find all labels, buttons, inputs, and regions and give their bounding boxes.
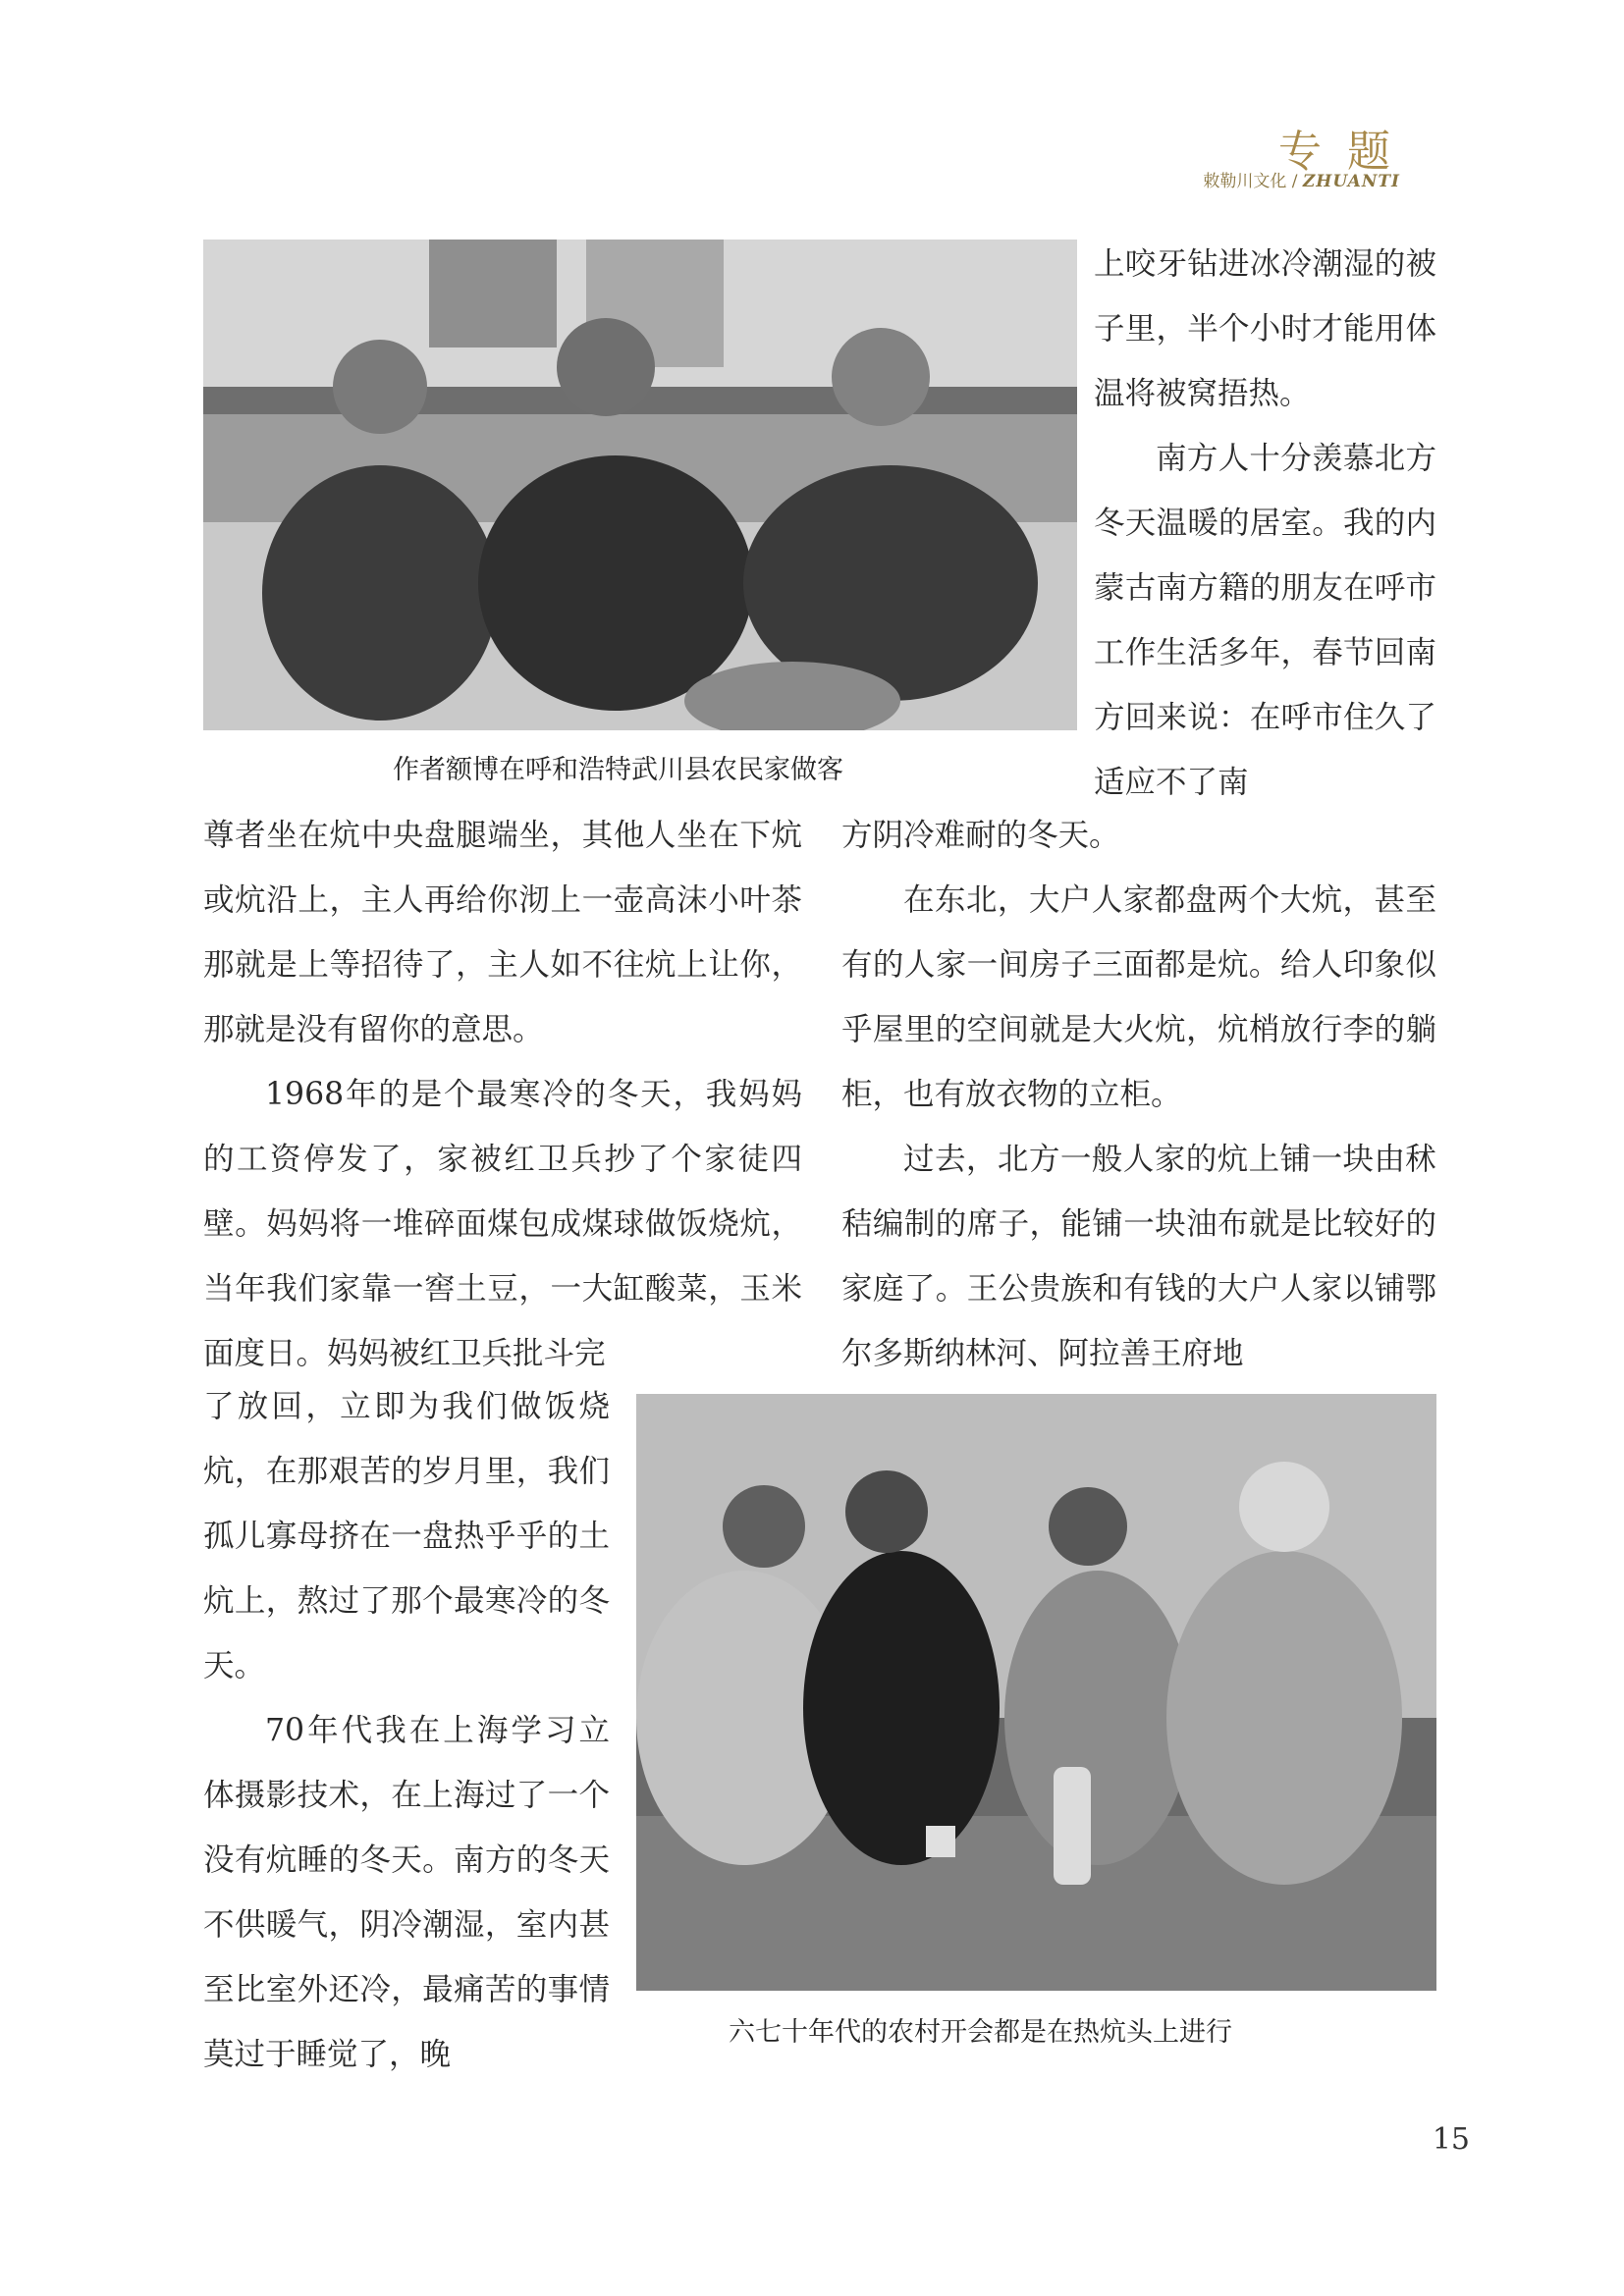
text-right-top <box>1094 232 1436 815</box>
paragraph: 南方人十分羡慕北方冬天温暖的居室。我的内蒙古南方籍的朋友在呼市工作生活多年，春节回南方回来说：在呼市住久了适应不了南 <box>1094 441 1436 800</box>
paragraph: 上咬牙钻进冰冷潮湿的被子里，半个小时才能用体温将被窝捂热。 <box>1094 246 1436 411</box>
paragraph: 1968年的是个最寒冷的冬天，我妈妈的工资停发了，家被红卫兵抄了个家徒四壁。妈妈将一堆碎面煤包成煤球做饭烧炕，当年我们家靠一窖土豆，一大缸酸菜，玉米面度日。妈妈被红卫兵批斗完 <box>203 1077 802 1371</box>
paragraph: 70年代我在上海学习立体摄影技术，在上海过了一个没有炕睡的冬天。南方的冬天不供暖气，阴冷潮湿，室内甚至比室外还冷，最痛苦的事情莫过于睡觉了，晚 <box>203 1713 610 2072</box>
brand-cn: 敕勒川文化 <box>1203 172 1287 191</box>
paragraph: 过去，北方一般人家的炕上铺一块由秫秸编制的席子，能铺一块油布就是比较好的家庭了。王公贵族和有钱的大户人家以铺鄂尔多斯纳林河、阿拉善王府地 <box>841 1142 1436 1371</box>
paragraph: 方阴冷难耐的冬天。 <box>841 818 1120 853</box>
photo-farmhouse-visit <box>203 240 1077 730</box>
photo-village-meeting <box>636 1394 1436 1991</box>
photo2-caption: 六七十年代的农村开会都是在热炕头上进行 <box>729 2017 1232 2048</box>
paragraph: 了放回，立即为我们做饭烧炕，在那艰苦的岁月里，我们孤儿寡母挤在一盘热乎乎的土炕上，熬过了那个最寒冷的冬天。 <box>203 1389 610 1683</box>
text-left-mid <box>203 803 802 1386</box>
brand-line <box>1203 167 1400 191</box>
text-right-mid <box>841 803 1436 1386</box>
brand-separator: / <box>1291 172 1298 191</box>
text-left-bottom <box>203 1374 610 2087</box>
brand-en: ZHUANTI <box>1302 172 1400 191</box>
photo1-caption: 作者额博在呼和浩特武川县农民家做客 <box>393 755 843 785</box>
page-number: 15 <box>1432 2122 1470 2157</box>
section-title: 专题 <box>1278 127 1416 177</box>
paragraph: 在东北，大户人家都盘两个大炕，甚至有的人家一间房子三面都是炕。给人印象似乎屋里的空间就是大火炕，炕梢放行李的躺柜，也有放衣物的立柜。 <box>841 882 1436 1112</box>
paragraph: 尊者坐在炕中央盘腿端坐，其他人坐在下炕或炕沿上，主人再给你沏上一壶高沫小叶茶那就是上等招待了，主人如不往炕上让你，那就是没有留你的意思。 <box>203 818 802 1047</box>
